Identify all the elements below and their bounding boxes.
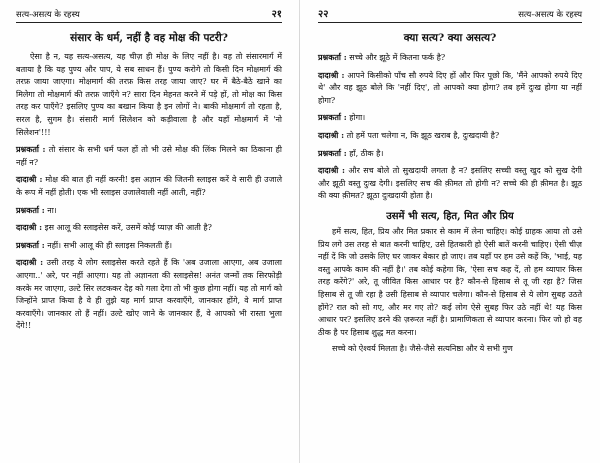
paragraph-text: आपने किसीको पाँच सौ रुपये दिए हों और फिर पूछो कि, 'मैंने आपको रुपये दिए थे' और वह झूठ बोले कि 'नहीं दिए', तो आपको क्या होगा? तब हमें दुःख होगा या नहीं होगा? bbox=[318, 70, 582, 105]
paragraph-text: नहीं। सभी आलू की ही स्लाइस निकलती हैं। bbox=[47, 240, 173, 250]
paragraph bbox=[16, 239, 282, 253]
paragraph bbox=[16, 173, 282, 199]
speaker-label: प्रश्नकर्ता : bbox=[318, 52, 347, 62]
paragraph-text: इस आलू की स्लाइसेस करें, उसमें कोई प्याज़ की आती है? bbox=[44, 223, 212, 233]
paragraph-text: मोक्ष की बात ही नहीं करनी! इस अज्ञान की जितनी स्लाइस करें वे सारी ही उजाले के रूप में नहीं होती। एक भी स्लाइस उजालेवाली नहीं आती, नहीं? bbox=[16, 175, 282, 197]
speaker-label: दादाश्री : bbox=[16, 174, 43, 185]
paragraph bbox=[16, 51, 282, 139]
paragraph-text: हमें सत्य, हित, प्रिय और मित प्रकार से काम में लेना चाहिए। कोई ग्राहक आया तो उसे प्रिय लगे उस तरह से बात करनी चाहिए, उसे हितकारी हो ऐसी बातें करनी चाहिए। ऐसी चीज़ नहीं दें कि जो उसके लिए घर जाकर बेकार हो जाए। तब यहाँ पर हम उसे कहें कि, 'भाई, यह वस्तु आपके काम की नहीं है।' तब कोई कहेगा कि, 'ऐसा सच कह दें, तो हम व्यापार किस तरह करेंगे?' अरे, तू जीवित किस आधार पर है? कौन-से हिसाब से तू जी रहा है? जिस हिसाब से तू जी रहा है उसी हिसाब से व्यापार चलेगा। कौन-से हिसाब से ये लोग सुबह उठते होंगे? रात को सो गए, और मर गए तो? कई लोग ऐसे सुबह फिर उठे नहीं थे! यह किस आधार पर? इसलिए डरने की ज़रूरत नहीं है। प्रामाणिकता से व्यापार करना। फिर जो हो वह ठीक है पर हिसाब शुद्ध मत करना। bbox=[318, 226, 582, 337]
paragraph-text: उसी तरह ये लोग स्लाइसेस करते रहते हैं कि 'अब उजाला आएगा, अब उजाला आएगा..' अरे, पर नहीं आएगा। यह तो अज्ञानता की स्लाइसेस! अनंत जन्मों तक सिरफोड़ी करके मर जाएगा, उल्टे सिर लटककर देह को गला देगा तो भी कुछ होगा नहीं। यह तो मार्ग को जिन्होंने प्राप्त किया है वे ही तुझे यह मार्ग प्राप्त करवाएँगे, जानकार होंगे, वे मार्ग प्राप्त करवाएँगे। जानकार तो हैं नहीं। उल्टे खोए जाने के जानकार हैं, वे आपको भी रास्ता भुला देंगे!! bbox=[16, 258, 283, 331]
left-body-text bbox=[16, 51, 282, 333]
paragraph-text: हाँ, ठीक है। bbox=[349, 148, 384, 158]
paragraph bbox=[318, 147, 582, 161]
paragraph-text: होगा। bbox=[349, 113, 366, 123]
speaker-label: दादाश्री : bbox=[16, 257, 44, 268]
speaker-label: दादाश्री : bbox=[16, 222, 43, 233]
speaker-label: प्रश्नकर्ता : bbox=[16, 144, 46, 155]
paragraph-text: और सच बोले तो सुखदायी लगता है न? इसलिए सच्ची वस्तु खुद को सुख देगी और झूठी वस्तु दुःख देगी। इसलिए सच की क़ीमत तो होगी न? सच्चे की ही क़ीमत है। झूठ की क्या क़ीमत? झूठा दुःखदायी होता है। bbox=[318, 166, 583, 201]
right-body-text-2 bbox=[318, 226, 582, 356]
paragraph bbox=[16, 221, 282, 235]
speaker-label: दादाश्री : bbox=[318, 129, 345, 140]
right-page bbox=[306, 0, 594, 463]
section-heading: संसार के धर्म, नहीं है वह मोक्ष की पटरी? bbox=[70, 32, 228, 44]
paragraph-text: तो संसार के सभी धर्म फल हों तो भी उसे मोक्ष की लिंक मिलने का ठिकाना ही नहीं न? bbox=[16, 145, 282, 167]
paragraph bbox=[318, 111, 582, 125]
right-body-text bbox=[318, 51, 582, 203]
paragraph bbox=[16, 256, 282, 333]
left-page bbox=[4, 0, 292, 463]
book-gutter bbox=[299, 0, 300, 463]
speaker-label: दादाश्री : bbox=[318, 165, 345, 176]
running-title: सत्य-असत्य के रहस्य bbox=[518, 10, 582, 20]
page-number: २१ bbox=[271, 9, 282, 20]
paragraph bbox=[16, 143, 282, 169]
speaker-label: दादाश्री : bbox=[318, 69, 345, 80]
paragraph-text: सच्चे को ऐश्वर्य मिलता है। जैसे-जैसे सत्यनिष्ठा और ये सभी गुण bbox=[332, 344, 513, 354]
paragraph-text: सच्चे और झूठे में कितना फर्क है? bbox=[349, 53, 446, 62]
running-title: सत्य-असत्य के रहस्य bbox=[16, 10, 80, 20]
paragraph bbox=[318, 226, 582, 339]
paragraph bbox=[318, 343, 582, 356]
speaker-label: प्रश्नकर्ता : bbox=[318, 147, 347, 158]
speaker-label: प्रश्नकर्ता : bbox=[16, 239, 45, 250]
paragraph bbox=[16, 204, 282, 218]
section-heading: क्या सत्य? क्या असत्य? bbox=[403, 32, 497, 44]
paragraph bbox=[318, 51, 582, 65]
paragraph bbox=[318, 164, 582, 203]
speaker-label: प्रश्नकर्ता : bbox=[16, 204, 45, 215]
speaker-label: प्रश्नकर्ता : bbox=[318, 112, 347, 123]
right-running-head bbox=[318, 6, 582, 23]
left-running-head bbox=[16, 6, 282, 23]
page-number: २२ bbox=[318, 9, 329, 20]
section-subheading: उसमें भी सत्य, हित, मित और प्रिय bbox=[386, 210, 514, 222]
paragraph-text: ना। bbox=[47, 205, 57, 215]
paragraph-text: तो हमें पता चलेगा न, कि झूठ खराब है, दुःखदायी है? bbox=[346, 130, 500, 140]
paragraph-text: ऐसा है न, यह सत्य-असत्य, यह चीज़ ही मोक्ष के लिए नहीं है। वह तो संसारमार्ग में बताया है कि यह पुण्य और पाप, ये सब साधन हैं। पुण्य करोगे तो किसी दिन मोक्षमार्ग की तरफ़ जाया जाएगा। मोक्षमार्ग की तरफ़ किस तरह जाया जाए? घर में बैठे-बैठे खाने का मिलेगा तो मोक्षमार्ग की तरफ़ जाएँगे न? सारा दिन मेहनत करने में पड़े हों, तो मोक्ष का किस तरह कर पाएँगे? इसलिए पुण्य का बखान किया है इन लोगों ने। बाकी मोक्षमार्ग तो रहता है, सरल है, सुगम है। संसारी मार्ग सिलेशन को कड़ीवाला है और यहाँ मोक्षमार्ग में 'नो सिलेशन'!!! bbox=[16, 52, 282, 137]
paragraph bbox=[318, 129, 582, 143]
paragraph bbox=[318, 69, 582, 108]
